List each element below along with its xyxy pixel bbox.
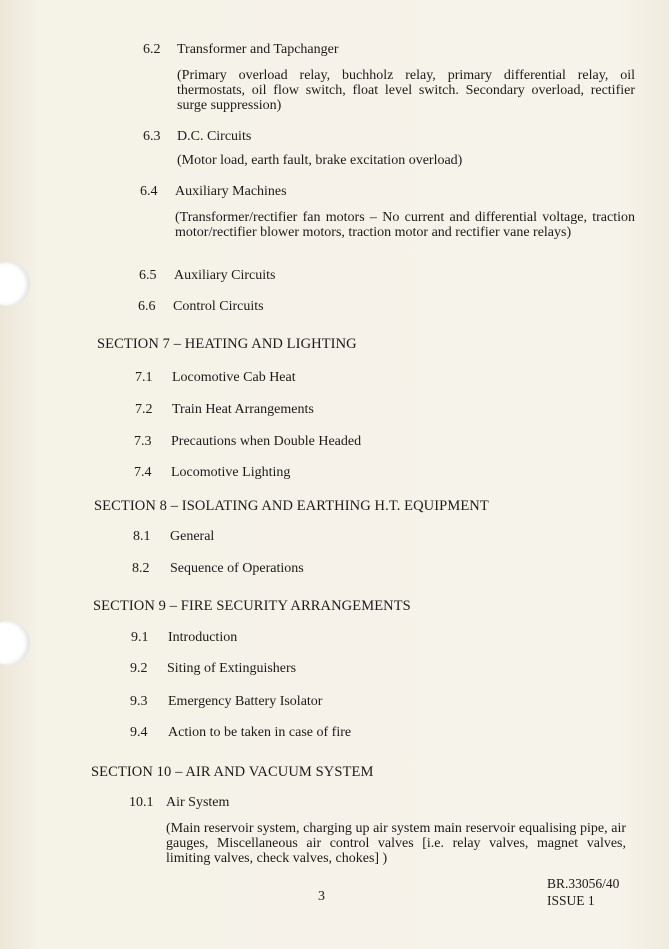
item-number: 8.1 [133,529,151,544]
punch-hole [0,621,30,665]
item-title: Transformer and Tapchanger [177,42,339,57]
section-heading: SECTION 8 – ISOLATING AND EARTHING H.T. EQUIPMENT [94,498,489,514]
item-title: Control Circuits [173,299,264,314]
item-number: 9.1 [131,630,149,645]
item-description: (Main reservoir system, charging up air system main reservoir equalising pipe, air gauges, Miscellaneous air control valves [i.e. relay valves, magnet valves, limiting valves, check valves, chokes] ) [166,821,626,866]
item-title: Precautions when Double Headed [171,434,362,449]
section-heading: SECTION 10 – AIR AND VACUUM SYSTEM [91,764,374,780]
item-title: Auxiliary Circuits [174,268,276,283]
item-title: Locomotive Lighting [171,465,291,480]
item-title: Sequence of Operations [170,561,304,576]
item-number: 8.2 [132,561,150,576]
item-number: 6.3 [143,129,161,144]
item-title: Siting of Extinguishers [167,661,297,676]
item-number: 6.5 [139,268,157,283]
item-number: 9.3 [130,694,148,709]
item-title: D.C. Circuits [177,129,252,144]
item-title: Air System [166,795,230,810]
item-title: Introduction [168,630,238,645]
item-number: 7.4 [134,465,152,480]
item-number: 7.3 [134,434,152,449]
item-number: 7.2 [135,402,153,417]
section-heading: SECTION 9 – FIRE SECURITY ARRANGEMENTS [93,598,411,614]
item-title: Locomotive Cab Heat [172,370,296,385]
item-description: (Primary overload relay, buchholz relay, primary differential relay, oil thermostats, oil flow switch, float level switch. Secondary overload, rectifier surge suppression) [177,68,635,113]
issue-label: ISSUE 1 [547,893,595,908]
item-number: 7.1 [135,370,153,385]
section-heading: SECTION 7 – HEATING AND LIGHTING [97,336,357,352]
page-number: 3 [318,889,325,904]
item-number: 6.2 [143,42,161,57]
item-title: Action to be taken in case of fire [168,725,352,740]
item-number: 6.6 [138,299,156,314]
item-number: 9.2 [130,661,148,676]
item-title: Emergency Battery Isolator [168,694,323,709]
item-number: 9.4 [130,725,148,740]
item-number: 6.4 [140,184,158,199]
item-description: (Transformer/rectifier fan motors – No current and differential voltage, traction motor/rectifier blower motors, traction motor and rectifier vane relays) [175,210,635,240]
item-title: General [170,529,215,544]
document-reference [547,875,619,909]
item-title: Train Heat Arrangements [172,402,314,417]
doc-ref: BR.33056/40 [547,876,620,891]
item-description: (Motor load, earth fault, brake excitation overload) [177,153,463,168]
item-number: 10.1 [129,795,154,810]
item-title: Auxiliary Machines [175,184,287,199]
punch-hole [0,262,30,306]
